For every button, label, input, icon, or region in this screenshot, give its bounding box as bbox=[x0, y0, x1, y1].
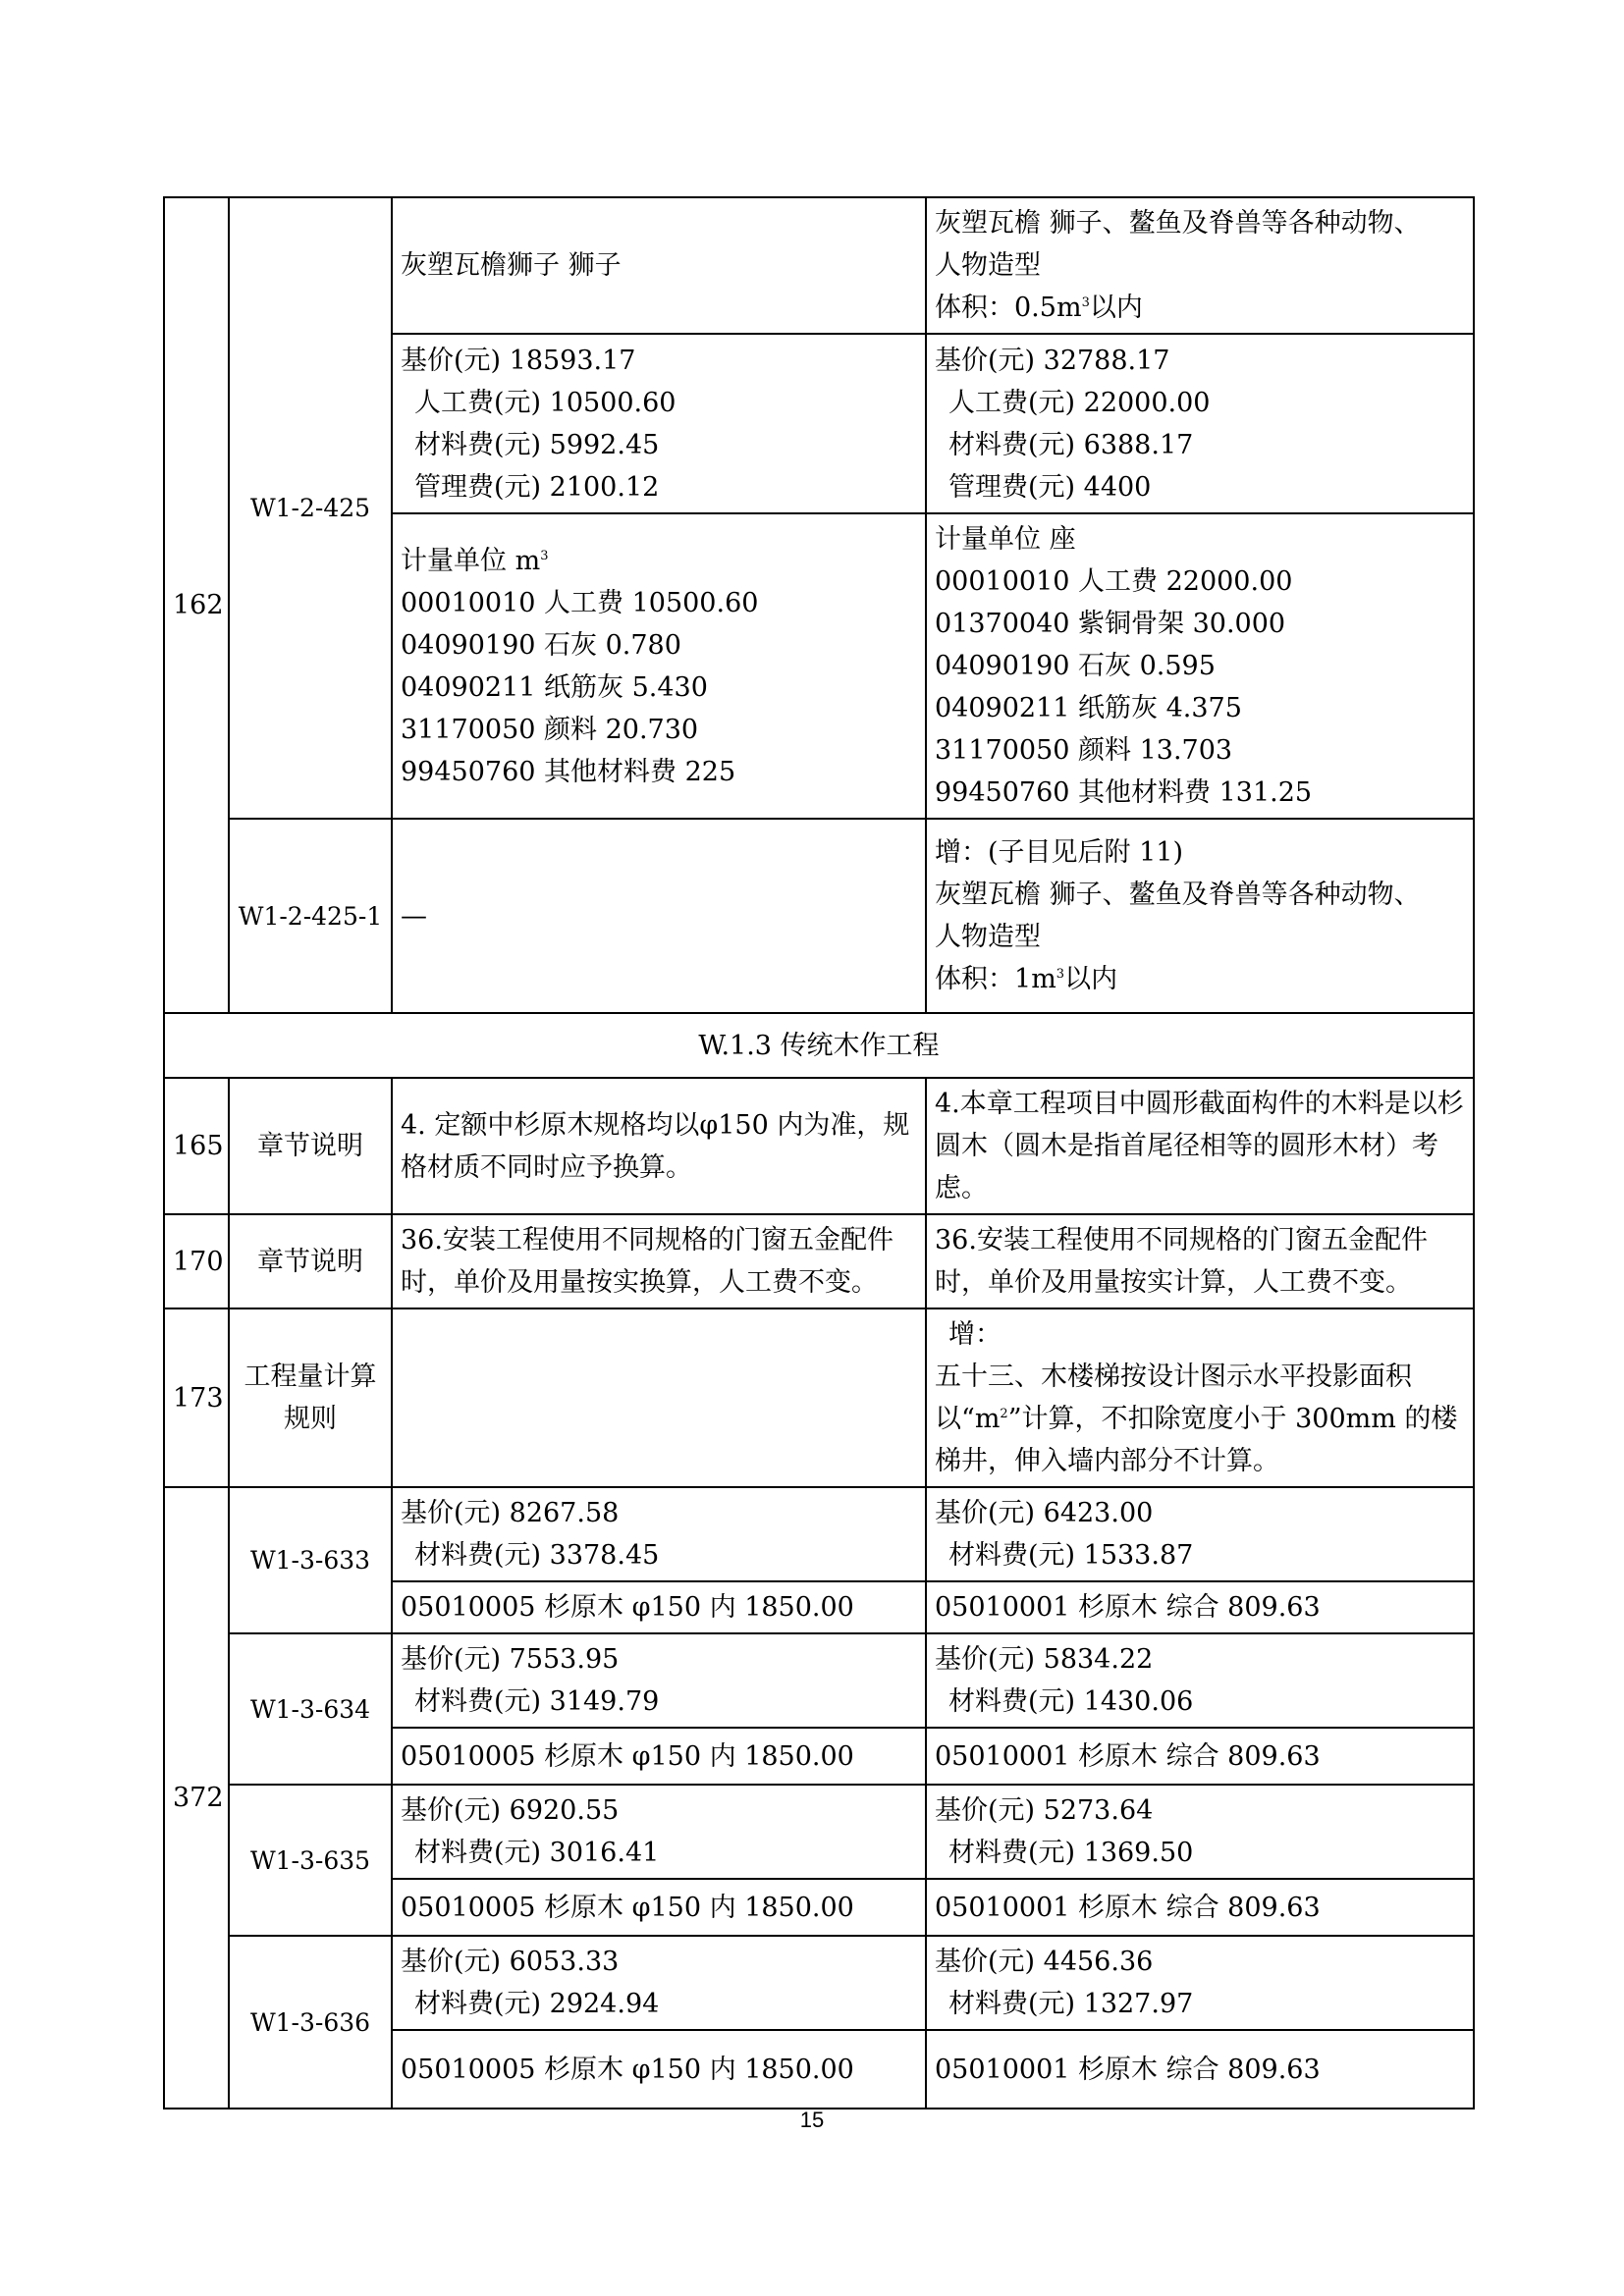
table-row bbox=[164, 819, 1474, 1013]
page-number: 15 bbox=[799, 2108, 825, 2132]
table-row bbox=[164, 1785, 1474, 1879]
item-code: W1-2-425-1 bbox=[229, 819, 392, 1013]
new-text: 36.安装工程使用不同规格的门窗五金配件时，单价及用量按实计算，人工费不变。 bbox=[926, 1214, 1474, 1308]
table-row bbox=[164, 1308, 1474, 1487]
old-price-cell: 基价(元) 6053.33 材料费(元) 2924.94 bbox=[392, 1936, 926, 2030]
new-item-name: 灰塑瓦檐 狮子、鳌鱼及脊兽等各种动物、 人物造型 体积：$0.5m^3$以内 bbox=[926, 197, 1474, 334]
new-price-cell: 基价(元) 32788.17 人工费(元) 22000.00 材料费(元) 6388.17 管理费(元) 4400 bbox=[926, 334, 1474, 513]
table-row bbox=[164, 1013, 1474, 1078]
new-materials-cell: 计量单位 座 00010010 人工费 22000.00 01370040 紫铜骨架 30.000 04090190 石灰 0.595 04090211 纸筋灰 4.375 31170050 颜料 13.703 99450760 其他材料费 131.25 bbox=[926, 513, 1474, 819]
item-code: W1-3-634 bbox=[229, 1633, 392, 1785]
row-number: 173 bbox=[164, 1308, 229, 1487]
new-material-line: 05010001 杉原木 综合 809.63 bbox=[926, 1581, 1474, 1633]
table-row bbox=[164, 1078, 1474, 1214]
row-number: 372 bbox=[164, 1487, 229, 2109]
old-material-line: 05010005 杉原木 φ150 内 1850.00 bbox=[392, 1879, 926, 1936]
table-row bbox=[164, 1214, 1474, 1308]
new-text: 4.本章工程项目中圆形截面构件的木料是以杉圆木（圆木是指首尾径相等的圆形木材）考虑。 bbox=[926, 1078, 1474, 1214]
row-type: 章节说明 bbox=[229, 1078, 392, 1214]
old-material-line: 05010005 杉原木 φ150 内 1850.00 bbox=[392, 1581, 926, 1633]
section-title: W.1.3 传统木作工程 bbox=[164, 1013, 1474, 1078]
item-code: W1-2-425 bbox=[229, 197, 392, 819]
old-text: 4. 定额中杉原木规格均以φ150 内为准，规格材质不同时应予换算。 bbox=[392, 1078, 926, 1214]
table-row bbox=[164, 197, 1474, 334]
table-row bbox=[164, 1936, 1474, 2030]
old-materials-cell: 计量单位 $m^3$ 00010010 人工费 10500.60 04090190 石灰 0.780 04090211 纸筋灰 5.430 31170050 颜料 20.730 99450760 其他材料费 225 bbox=[392, 513, 926, 819]
old-text bbox=[392, 1308, 926, 1487]
old-price-cell: 基价(元) 6920.55 材料费(元) 3016.41 bbox=[392, 1785, 926, 1879]
new-price-cell: 基价(元) 5273.64 材料费(元) 1369.50 bbox=[926, 1785, 1474, 1879]
new-material-line: 05010001 杉原木 综合 809.63 bbox=[926, 1879, 1474, 1936]
table-row bbox=[164, 1487, 1474, 1581]
old-sub-item: — bbox=[392, 819, 926, 1013]
old-material-line: 05010005 杉原木 φ150 内 1850.00 bbox=[392, 2030, 926, 2109]
row-number: 170 bbox=[164, 1214, 229, 1308]
table-row bbox=[164, 1633, 1474, 1728]
old-price-cell: 基价(元) 8267.58 材料费(元) 3378.45 bbox=[392, 1487, 926, 1581]
row-number: 165 bbox=[164, 1078, 229, 1214]
new-price-cell: 基价(元) 6423.00 材料费(元) 1533.87 bbox=[926, 1487, 1474, 1581]
new-material-line: 05010001 杉原木 综合 809.63 bbox=[926, 2030, 1474, 2109]
new-price-cell: 基价(元) 4456.36 材料费(元) 1327.97 bbox=[926, 1936, 1474, 2030]
revision-table bbox=[163, 196, 1475, 2109]
row-type: 工程量计算 规则 bbox=[229, 1308, 392, 1487]
old-price-cell: 基价(元) 7553.95 材料费(元) 3149.79 bbox=[392, 1633, 926, 1728]
old-item-name: 灰塑瓦檐狮子 狮子 bbox=[392, 197, 926, 334]
old-material-line: 05010005 杉原木 φ150 内 1850.00 bbox=[392, 1728, 926, 1785]
row-number: 162 bbox=[164, 197, 229, 1013]
row-type: 章节说明 bbox=[229, 1214, 392, 1308]
old-price-cell: 基价(元) 18593.17 人工费(元) 10500.60 材料费(元) 5992.45 管理费(元) 2100.12 bbox=[392, 334, 926, 513]
item-code: W1-3-636 bbox=[229, 1936, 392, 2109]
item-code: W1-3-633 bbox=[229, 1487, 392, 1633]
old-text: 36.安装工程使用不同规格的门窗五金配件时，单价及用量按实换算，人工费不变。 bbox=[392, 1214, 926, 1308]
new-price-cell: 基价(元) 5834.22 材料费(元) 1430.06 bbox=[926, 1633, 1474, 1728]
new-material-line: 05010001 杉原木 综合 809.63 bbox=[926, 1728, 1474, 1785]
item-code: W1-3-635 bbox=[229, 1785, 392, 1936]
new-text: 增： 五十三、木楼梯按设计图示水平投影面积以“$m^2$”计算，不扣除宽度小于 300mm 的楼梯井，伸入墙内部分不计算。 bbox=[926, 1308, 1474, 1487]
new-sub-item: 增：(子目见后附 11) 灰塑瓦檐 狮子、鳌鱼及脊兽等各种动物、 人物造型 体积：$1m^3$以内 bbox=[926, 819, 1474, 1013]
